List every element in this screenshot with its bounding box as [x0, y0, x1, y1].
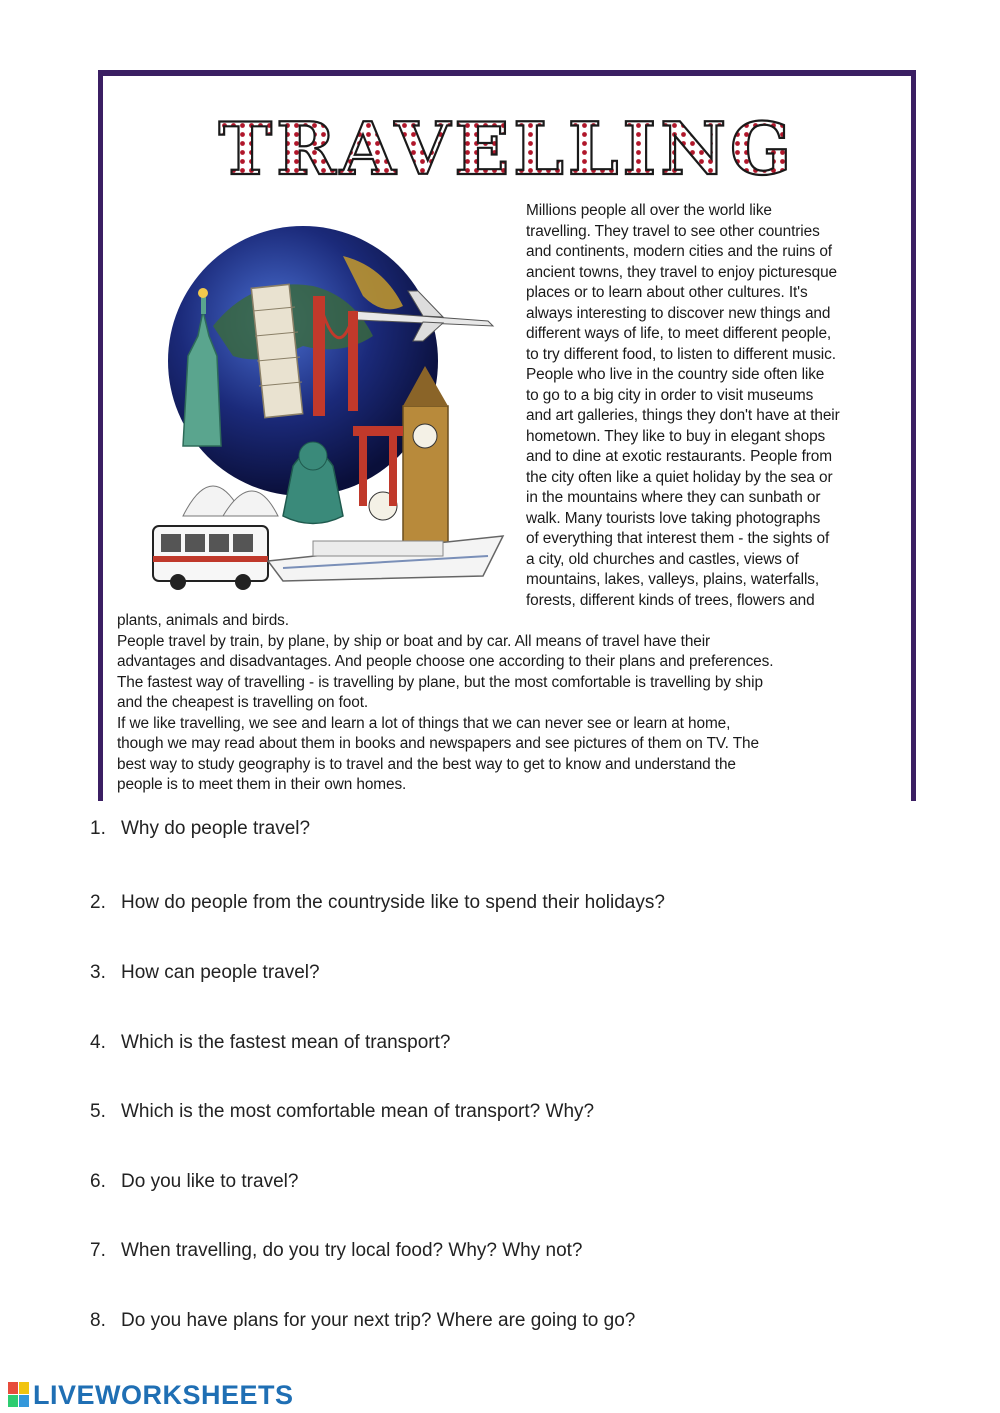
question-item	[90, 818, 310, 840]
text-line: and art galleries, things they don't have at their	[526, 407, 840, 424]
text-line: If we like travelling, we see and learn a lot of things that we can never see or learn at home,	[117, 714, 731, 732]
text-line: forests, different kinds of trees, flowers and	[526, 591, 815, 609]
text-line: to try different food, to listen to different music.	[526, 345, 836, 363]
logo-badge-icon	[8, 1382, 30, 1408]
text-line: People who live in the country side often like	[526, 366, 825, 383]
text-line: and continents, modern cities and the ruins of	[526, 243, 832, 260]
question-number: 8.	[90, 1310, 106, 1331]
text-line: different ways of life, to meet different people,	[526, 325, 832, 342]
question-item	[90, 1240, 583, 1262]
question-item	[90, 1032, 451, 1054]
text-line: and to dine at exotic restaurants. People from	[526, 448, 832, 465]
question-text: How can people travel?	[121, 962, 320, 983]
reading-body-text	[117, 611, 907, 796]
question-item	[90, 1310, 635, 1332]
question-item	[90, 892, 665, 914]
text-line: a city, old churches and castles, views of	[526, 550, 799, 568]
question-number: 4.	[90, 1032, 106, 1053]
text-line: plants, animals and birds.	[117, 612, 289, 629]
question-number: 5.	[90, 1101, 106, 1122]
text-line: People travel by train, by plane, by ship or boat and by car. All means of travel have their	[117, 632, 711, 650]
question-item	[90, 1171, 298, 1193]
text-line: Millions people all over the world like	[526, 202, 772, 219]
question-text: Why do people travel?	[121, 818, 311, 839]
text-line: always interesting to discover new things and	[526, 304, 831, 322]
page-title	[157, 112, 857, 188]
question-text: Do you have plans for your next trip? Where are going to go?	[121, 1310, 636, 1331]
text-line: the city often like a quiet holiday by the sea or	[526, 468, 833, 486]
text-line: The fastest way of travelling - is travelling by plane, but the most comfortable is travelling by ship	[117, 673, 763, 691]
question-number: 1.	[90, 818, 106, 839]
text-line: people is to meet them in their own homes.	[117, 776, 407, 793]
liveworksheets-logo[interactable]	[8, 1380, 294, 1410]
text-line: advantages and disadvantages. And people choose one according to their plans and preferences.	[117, 653, 774, 670]
logo-text: LIVEWORKSHEETS	[33, 1379, 294, 1410]
text-line: though we may read about them in books and newspapers and see pictures of them on TV. The	[117, 735, 759, 752]
text-line: of everything that interest them - the sights of	[526, 530, 830, 547]
question-text: How do people from the countryside like to spend their holidays?	[121, 892, 665, 913]
question-text: Which is the most comfortable mean of transport? Why?	[121, 1101, 595, 1122]
reading-intro-text	[526, 201, 901, 611]
question-item	[90, 962, 320, 984]
text-line: places or to learn about other cultures. It's	[526, 284, 808, 301]
travel-collage-image	[143, 216, 513, 606]
text-line: ancient towns, they travel to enjoy picturesque	[526, 263, 837, 281]
text-line: to go to a big city in order to visit museums	[526, 386, 814, 404]
question-number: 2.	[90, 892, 106, 913]
text-line: mountains, lakes, valleys, plains, waterfalls,	[526, 571, 820, 588]
question-number: 6.	[90, 1171, 106, 1192]
text-line: walk. Many tourists love taking photographs	[526, 509, 821, 527]
question-number: 3.	[90, 962, 106, 983]
reading-panel	[98, 70, 916, 801]
text-line: hometown. They like to buy in elegant shops	[526, 427, 826, 445]
question-number: 7.	[90, 1240, 106, 1261]
question-text: Which is the fastest mean of transport?	[121, 1032, 451, 1053]
question-item	[90, 1101, 594, 1123]
text-line: best way to study geography is to travel and the best way to get to know and understand the	[117, 755, 736, 773]
text-line: travelling. They travel to see other countries	[526, 222, 820, 240]
text-line: and the cheapest is travelling on foot.	[117, 694, 369, 711]
text-line: in the mountains where they can sunbath or	[526, 489, 821, 506]
question-text: Do you like to travel?	[121, 1171, 299, 1192]
question-text: When travelling, do you try local food? Why? Why not?	[121, 1240, 583, 1261]
title-area	[103, 112, 911, 188]
title-text: TRAVELLING	[218, 112, 796, 188]
